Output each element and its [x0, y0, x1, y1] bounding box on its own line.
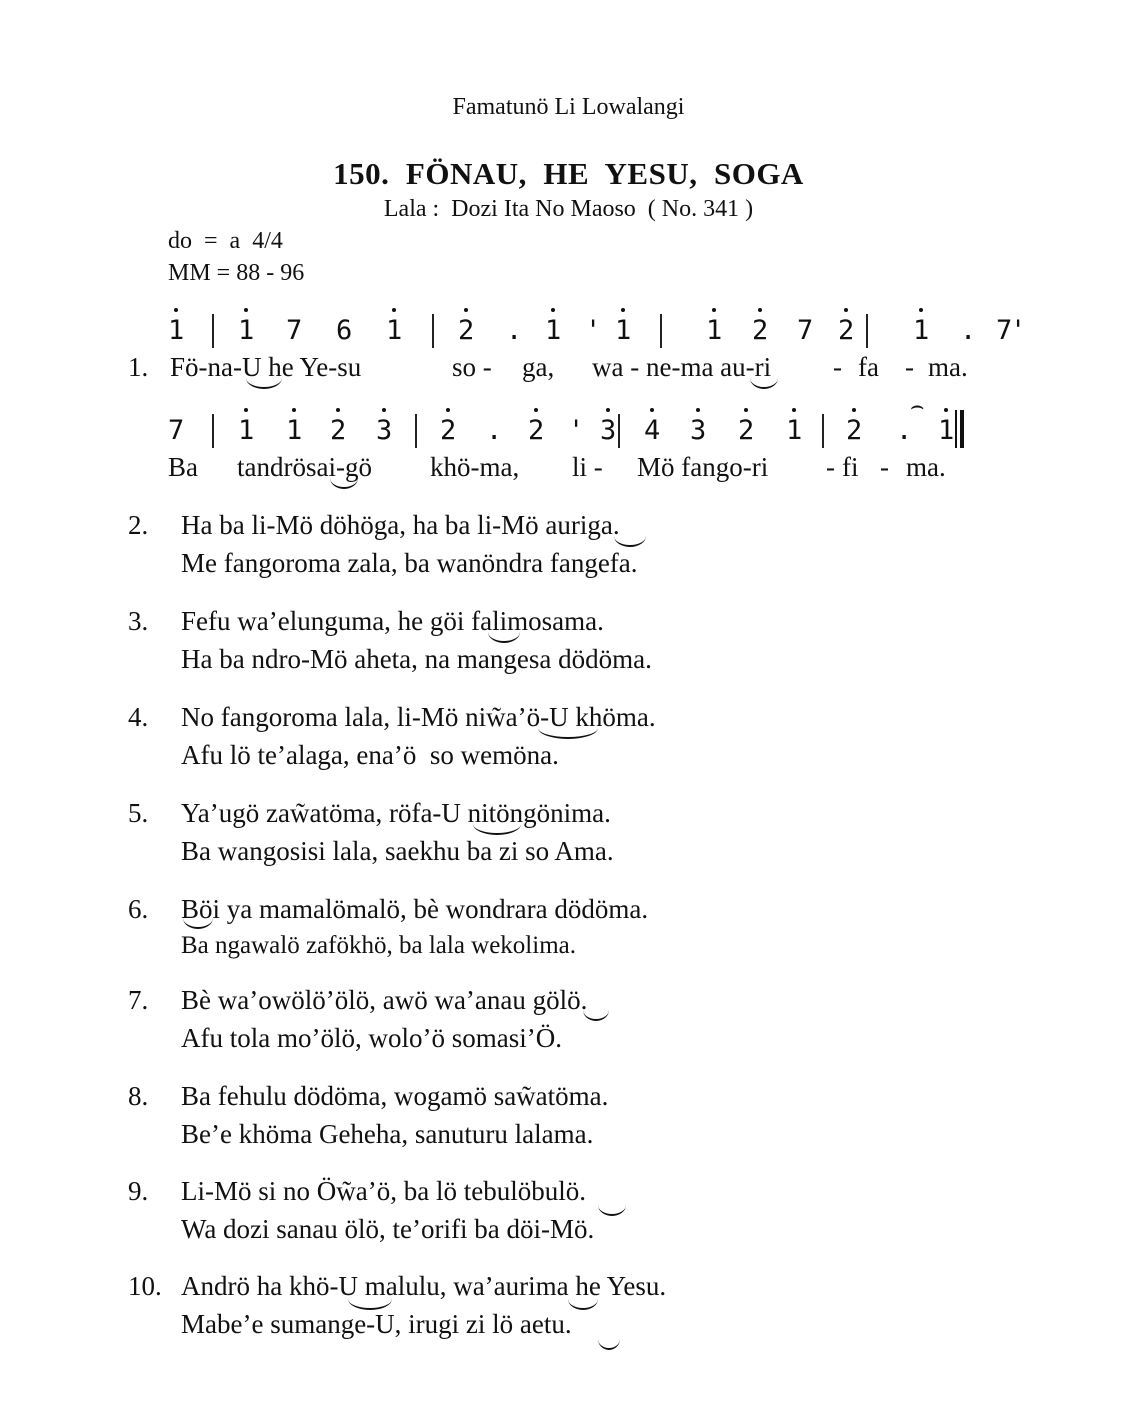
note: 1 [545, 317, 561, 344]
slur-mark [750, 378, 778, 389]
barline [866, 314, 868, 348]
note-dot: . [486, 415, 503, 446]
note: 1 [938, 417, 954, 444]
verse-line: Me fangoroma zala, ba wanöndra fangefa. [181, 548, 638, 578]
note: 2 [330, 417, 346, 444]
verse-line: Be’e khöma Geheha, sanuturu lalama. [181, 1119, 594, 1149]
verse-line: Bè wa’owölö’ölö, awö wa’anau gölö. [181, 985, 588, 1015]
verse-line: Andrö ha khö-U malulu, wa’aurima he Yesu. [181, 1271, 667, 1301]
note: 7 [996, 315, 1013, 346]
verse1-lyric: tandrösai-gö [237, 452, 372, 482]
breath-mark: ' [585, 315, 602, 346]
note: 3 [600, 417, 616, 444]
verse1-lyric: - [880, 452, 889, 482]
verse-number: 7. [128, 985, 149, 1015]
verse1-lyric: fa [858, 352, 879, 382]
verse-line: Ha ba ndro-Mö aheta, na mangesa dödöma. [181, 644, 652, 674]
note: 7 [168, 415, 185, 446]
verse1-lyric: - [833, 352, 842, 382]
slur-mark [488, 632, 520, 643]
note: 2 [458, 317, 474, 344]
verse-line: Ya’ugö zaw̃atöma, röfa-U nitöngönima. [181, 798, 611, 828]
verse1-lyric: khö-ma, [430, 452, 520, 482]
barline [212, 414, 214, 448]
verse-number: 10. [128, 1271, 162, 1301]
key-signature: do = a 4/4 [168, 228, 283, 254]
slur-mark [330, 478, 358, 489]
note: 3 [376, 417, 392, 444]
slur-mark [598, 1205, 626, 1216]
note: 4 [644, 417, 660, 444]
barline [822, 414, 824, 448]
note: 1 [913, 317, 929, 344]
note: 7 [286, 315, 303, 346]
book-title: Famatunö Li Lowalangi [452, 94, 685, 120]
verse-line: Ba wangosisi lala, saekhu ba zi so Ama. [181, 836, 614, 866]
note: 2 [846, 417, 862, 444]
tune-reference: Lala : Dozi Ita No Maoso ( No. 341 ) [383, 196, 754, 222]
verse-line: Mabe’e sumange-U, irugi zi lö aetu. [181, 1309, 572, 1339]
verse1-lyric: - [905, 352, 914, 382]
slur-mark [538, 728, 598, 739]
note: 1 [706, 317, 722, 344]
note: 6 [336, 315, 353, 346]
verse-number: 8. [128, 1081, 149, 1111]
verse1-lyric: ma. [928, 352, 968, 382]
verse-line: Fefu wa’elunguma, he göi falimosama. [181, 606, 604, 636]
verse-number: 2. [128, 510, 149, 540]
barline [432, 314, 434, 348]
note-dot: . [506, 315, 523, 346]
slur-mark [473, 824, 521, 835]
notation-line-2 [0, 394, 1125, 450]
verse1-lyric: li - [572, 452, 603, 482]
note: 1 [615, 317, 631, 344]
verse1-number: 1. [128, 352, 149, 382]
notation-line-1 [0, 306, 1125, 350]
verse1-lyric: wa - ne-ma au-ri [592, 352, 772, 382]
barline [212, 314, 214, 348]
verse1-lyric: so - [452, 352, 492, 382]
note: 1 [168, 317, 184, 344]
verse-number: 3. [128, 606, 149, 636]
tempo-marking: MM = 88 - 96 [168, 260, 305, 286]
note: 2 [838, 317, 854, 344]
note: 2 [528, 417, 544, 444]
note-dot: . [896, 415, 913, 446]
verse1-lyric: ma. [906, 452, 946, 482]
note: 1 [238, 317, 254, 344]
verse1-lyric: fi [842, 452, 859, 482]
slur-mark [583, 1010, 609, 1021]
verse1-lyric: Mö fango-ri [637, 452, 769, 482]
verse1-lyric: ga, [522, 352, 555, 382]
verse-line: Li-Mö si no Öw̃a’ö, ba lö tebulöbulö. [181, 1176, 586, 1206]
verse-line: Afu lö te’alaga, ena’ö so wemöna. [181, 740, 559, 770]
breath-mark: ' [1010, 315, 1027, 346]
barline [415, 414, 417, 448]
verse-line: Ba fehulu dödöma, wogamö saw̃atöma. [181, 1081, 609, 1111]
verse-line: Afu tola mo’ölö, wolo’ö somasi’Ö. [181, 1023, 562, 1053]
slur-mark [183, 918, 213, 929]
verse-line: Böi ya mamalömalö, bè wondrara dödöma. [181, 894, 649, 924]
verse-number: 5. [128, 798, 149, 828]
note: 2 [738, 417, 754, 444]
hymn-title: 150. FÖNAU, HE YESU, SOGA [333, 156, 804, 191]
verse-line: Wa dozi sanau ölö, te’orifi ba döi-Mö. [181, 1214, 595, 1244]
note: 3 [690, 417, 706, 444]
slur-mark [568, 1299, 598, 1310]
note: 2 [440, 417, 456, 444]
slur-mark [246, 378, 282, 389]
note: 1 [386, 317, 402, 344]
fermata-icon: ⌢ [910, 394, 925, 419]
verse-line: Ba ngawalö zafökhö, ba lala wekolima. [181, 932, 576, 959]
breath-mark: ' [568, 415, 585, 446]
barline [618, 414, 620, 448]
verse1-lyric: - [826, 452, 835, 482]
verse-number: 4. [128, 702, 149, 732]
verse1-lyric: Fö-na-U he Ye-su [170, 352, 362, 382]
note: 1 [286, 417, 302, 444]
note: 1 [786, 417, 802, 444]
final-barline [955, 410, 964, 448]
verse-number: 6. [128, 894, 149, 924]
slur-mark [598, 1339, 620, 1350]
barline [660, 314, 662, 348]
verse-line: Ha ba li-Mö döhöga, ha ba li-Mö auriga. [181, 510, 620, 540]
note-dot: . [960, 315, 977, 346]
slur-mark [614, 536, 646, 547]
verse1-lyric: Ba [168, 452, 198, 482]
note: 7 [797, 315, 814, 346]
note: 1 [238, 417, 254, 444]
verse-number: 9. [128, 1176, 149, 1206]
verse-line: No fangoroma lala, li-Mö niw̃a’ö-U khöma. [181, 702, 656, 732]
note: 2 [752, 317, 768, 344]
